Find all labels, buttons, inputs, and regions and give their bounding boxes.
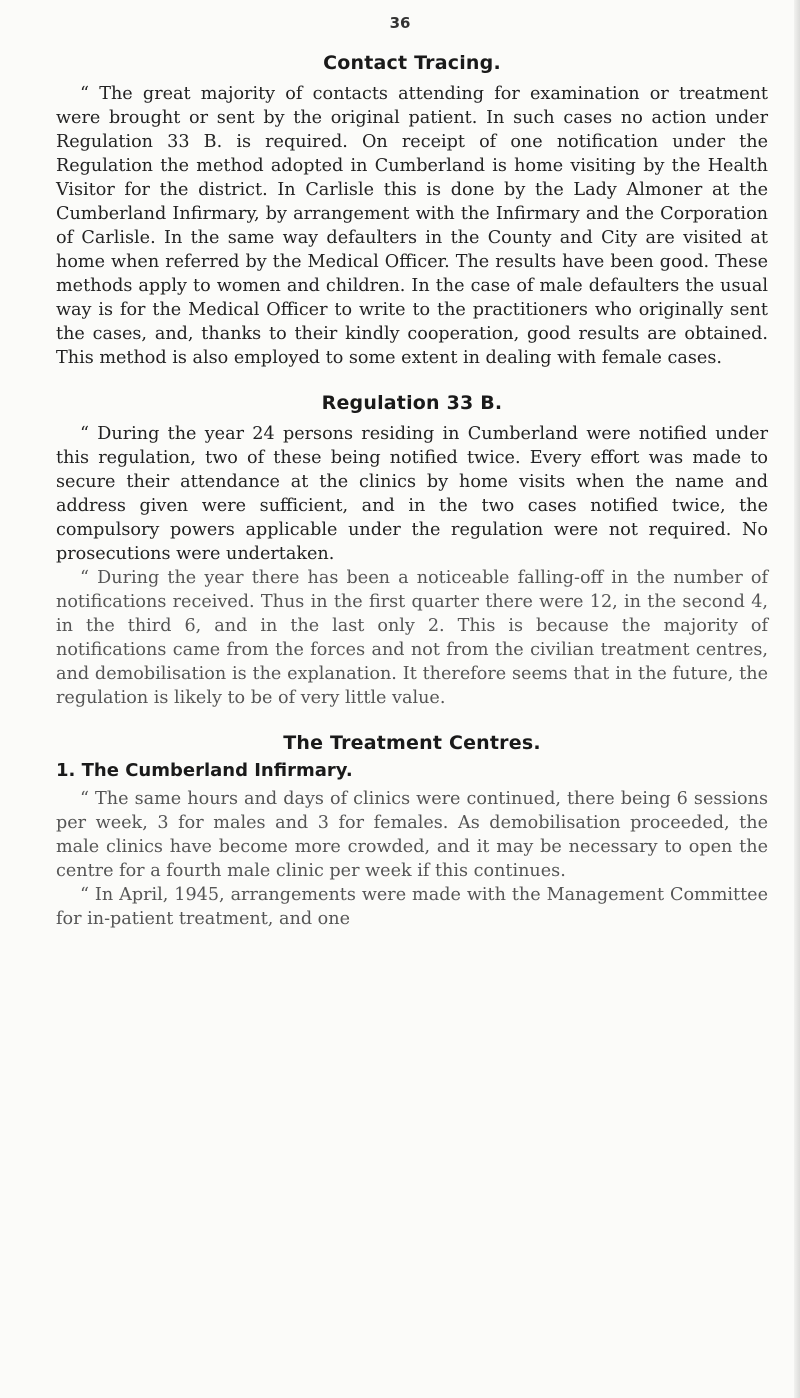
- paragraph-regulation-1: “ During the year 24 persons residing in Cumberland were notified under this regulation, two of these being notified twice. Every effort was made to secure their attendance at the clinics by home visits when the name and address given were sufficient, and in the two cases notified twice, the compulsory powers applicable under the regulation were not required. No prosecutions were undertaken.: [56, 424, 768, 564]
- paragraph-treatment-2: “ In April, 1945, arrangements were made with the Management Committee for in-patient treatment, and one: [56, 885, 768, 929]
- heading-contact-tracing: Contact Tracing.: [323, 52, 501, 74]
- page-number: 36: [389, 14, 411, 32]
- paragraph-regulation-2: “ During the year there has been a noticeable falling-off in the number of notifications received. Thus in the first quarter there were 12, in the second 4, in the third 6, and in the last only 2. This is because the majority of notifications came from the forces and not from the civilian treatment centres, and demobilisation is the explanation. It therefore seems that in the future, the regulation is likely to be of very little value.: [56, 568, 768, 708]
- subheading-cumberland-infirmary: 1. The Cumberland Infirmary.: [56, 760, 353, 781]
- heading-regulation-33b: Regulation 33 B.: [321, 392, 503, 414]
- page-content: [56, 52, 768, 931]
- page-edge-shadow: [794, 0, 800, 1398]
- paragraph-contact-tracing-1: “ The great majority of contacts attending for examination or treatment were brought or sent by the original patient. In such cases no action under Regulation 33 B. is required. On receipt of one notification under the Regulation the method adopted in Cumberland is home visiting by the Health Visitor for the district. In Carlisle this is done by the Lady Almoner at the Cumberland Infirmary, by arrangement with the Infirmary and the Corporation of Carlisle. In the same way defaulters in the County and City are visited at home when referred by the Medical Officer. The results have been good. These methods apply to women and children. In the case of male defaulters the usual way is for the Medical Officer to write to the practitioners who originally sent the cases, and, thanks to their kindly cooperation, good results are obtained. This method is also employed to some extent in dealing with female cases.: [56, 84, 768, 368]
- heading-treatment-centres: The Treatment Centres.: [283, 732, 541, 754]
- paragraph-treatment-1: “ The same hours and days of clinics were continued, there being 6 sessions per week, 3 for males and 3 for females. As demobilisation proceeded, the male clinics have become more crowded, and it may be necessary to open the centre for a fourth male clinic per week if this continues.: [56, 789, 768, 881]
